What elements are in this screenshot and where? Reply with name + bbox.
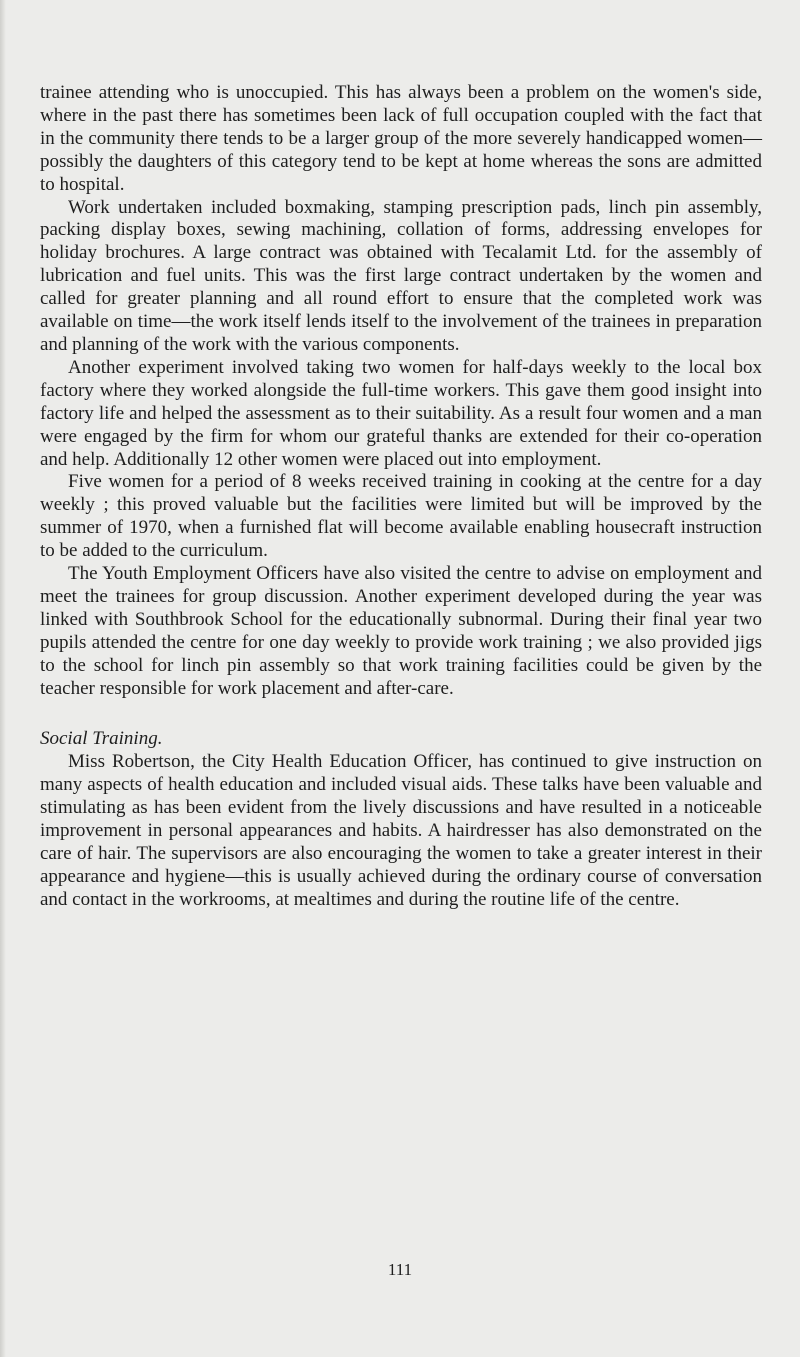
paragraph-box-factory: Another experiment involved taking two women for half-days weekly to the local box factory where they worked alongside the full-time workers. This gave them good insight into factory life and helped the assessment as to their suitability. As a result four women and a man were engaged by the firm for whom our grateful thanks are extended for their co-operation and help. Additionally 12 other women were placed out into employment. bbox=[40, 356, 762, 470]
paragraph-continuation: trainee attending who is unoccupied. This has always been a problem on the women's side, where in the past there has sometimes been lack of full occupation coupled with the fact that in the community there tends to be a larger group of the more severely handicapped women—possibly the daughters of this category tend to be kept at home whereas the sons are admitted to hospital. bbox=[40, 82, 762, 195]
page-edge-shadow bbox=[0, 0, 6, 1357]
paragraph-cooking-training: Five women for a period of 8 weeks received training in cooking at the centre for a day weekly ; this proved valuable but the facilities were limited but will be improved by the summer of 1970, when a furnished flat will become available enabling housecraft instruction to be added to the curriculum. bbox=[40, 471, 762, 562]
paragraph-youth-employment: The Youth Employment Officers have also visited the centre to advise on employment and meet the trainees for group discussion. Another experiment developed during the year was linked with Southbrook School for the educationally subnormal. During their final year two pupils attended the centre for one day weekly to provide work training ; we also provided jigs to the school for linch pin assembly so that work training facilities could be given by the teacher responsible for work placement and after-care. bbox=[40, 563, 762, 699]
page-number: 111 bbox=[387, 1260, 413, 1279]
paragraph-health-education: Miss Robertson, the City Health Education Officer, has continued to give instruction on many aspects of health education and included visual aids. These talks have been valuable and stimulating as has been evident from the lively discussions and have resulted in a noticeable improvement in personal appearances and habits. A hairdresser has also demonstrated on the care of hair. The supervisors are also encouraging the women to take a greater interest in their appearance and hygiene—this is usually achieved during the ordinary course of conversation and contact in the workrooms, at mealtimes and during the routine life of the centre. bbox=[40, 751, 762, 910]
paragraph-work-undertaken: Work undertaken included boxmaking, stamping prescription pads, linch pin assembly, packing display boxes, sewing machining, collation of forms, addressing envelopes for holiday brochures. A large contract was obtained with Tecalamit Ltd. for the assembly of lubrication and fuel units. This was the first large contract undertaken by the women and called for greater planning and all round effort to ensure that the completed work was available on time—the work itself lends itself to the involvement of the trainees in preparation and planning of the work with the various components. bbox=[40, 196, 762, 355]
document-page bbox=[40, 82, 762, 912]
section-heading-social-training: Social Training. bbox=[40, 728, 163, 750]
